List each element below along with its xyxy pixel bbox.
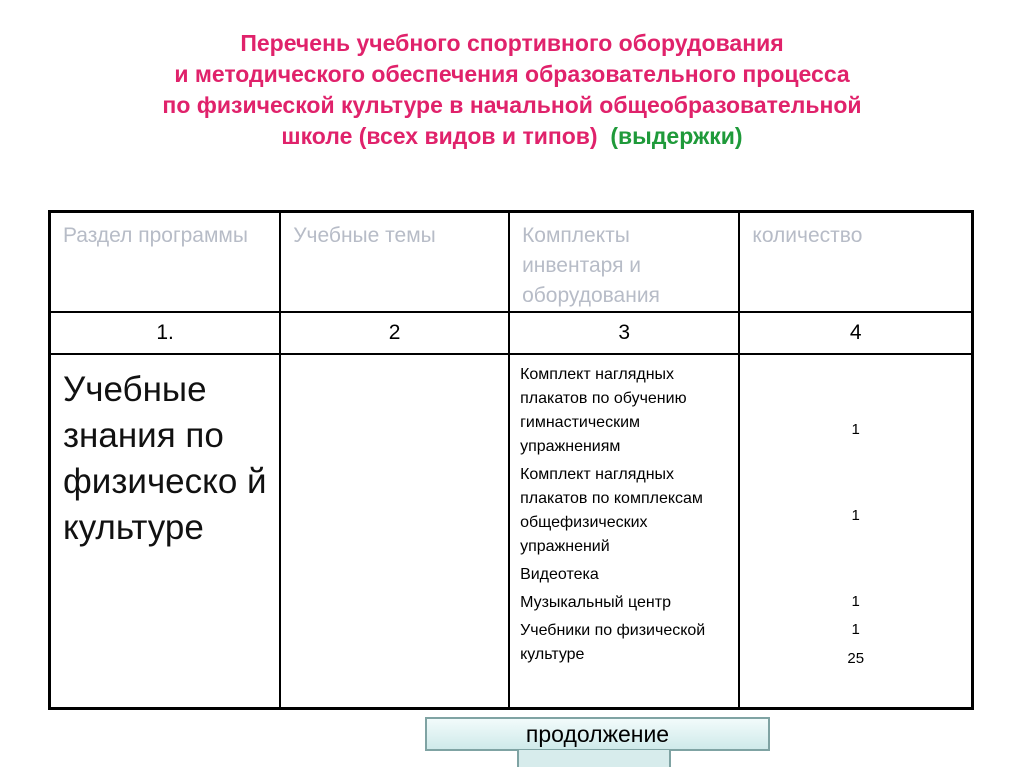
title-line-2: и методического обеспечения образовательного процесса xyxy=(174,61,850,87)
quantity-value: 1 xyxy=(851,421,860,438)
column-number: 1. xyxy=(50,312,281,354)
table-row xyxy=(50,354,973,709)
page-title xyxy=(40,28,984,152)
column-number: 4 xyxy=(739,312,972,354)
list-item: Музыкальный центр xyxy=(520,594,671,611)
quantity-list xyxy=(739,354,972,709)
column-number: 3 xyxy=(509,312,739,354)
list-item: Видеотека xyxy=(520,566,599,583)
header-cell-topics: Учебные темы xyxy=(280,212,509,313)
section-name: Учебные знания по физическо й культуре xyxy=(50,354,281,709)
list-item: Комплект наглядных плакатов по обучению гимнастическим упражнениям xyxy=(520,366,687,455)
column-number: 2 xyxy=(280,312,509,354)
number-row xyxy=(50,312,973,354)
quantity-value: 1 xyxy=(851,621,860,638)
title-line-4 xyxy=(40,121,984,152)
quantity-value: 25 xyxy=(847,650,865,667)
title-line-4-main: школе (всех видов и типов) xyxy=(281,123,598,149)
title-note: (выдержки) xyxy=(610,123,743,149)
list-item: Учебники по физической культуре xyxy=(520,622,706,663)
header-cell-section: Раздел программы xyxy=(50,212,281,313)
header-cell-equipment: Комплекты инвентаря и оборудования xyxy=(509,212,739,313)
title-line-3: по физической культуре в начальной общеобразовательной xyxy=(162,92,862,118)
continue-button[interactable]: продолжение xyxy=(425,717,770,751)
list-item: Комплект наглядных плакатов по комплексам общефизических упражнений xyxy=(520,466,703,555)
quantity-value: 1 xyxy=(851,593,860,610)
equipment-table xyxy=(48,210,974,710)
title-line-1: Перечень учебного спортивного оборудования xyxy=(240,30,784,56)
quantity-value: 1 xyxy=(851,507,860,524)
header-row xyxy=(50,212,973,313)
header-cell-quantity: количество xyxy=(739,212,972,313)
topics-cell xyxy=(280,354,509,709)
equipment-list xyxy=(509,354,739,709)
down-arrow-icon xyxy=(517,750,671,767)
